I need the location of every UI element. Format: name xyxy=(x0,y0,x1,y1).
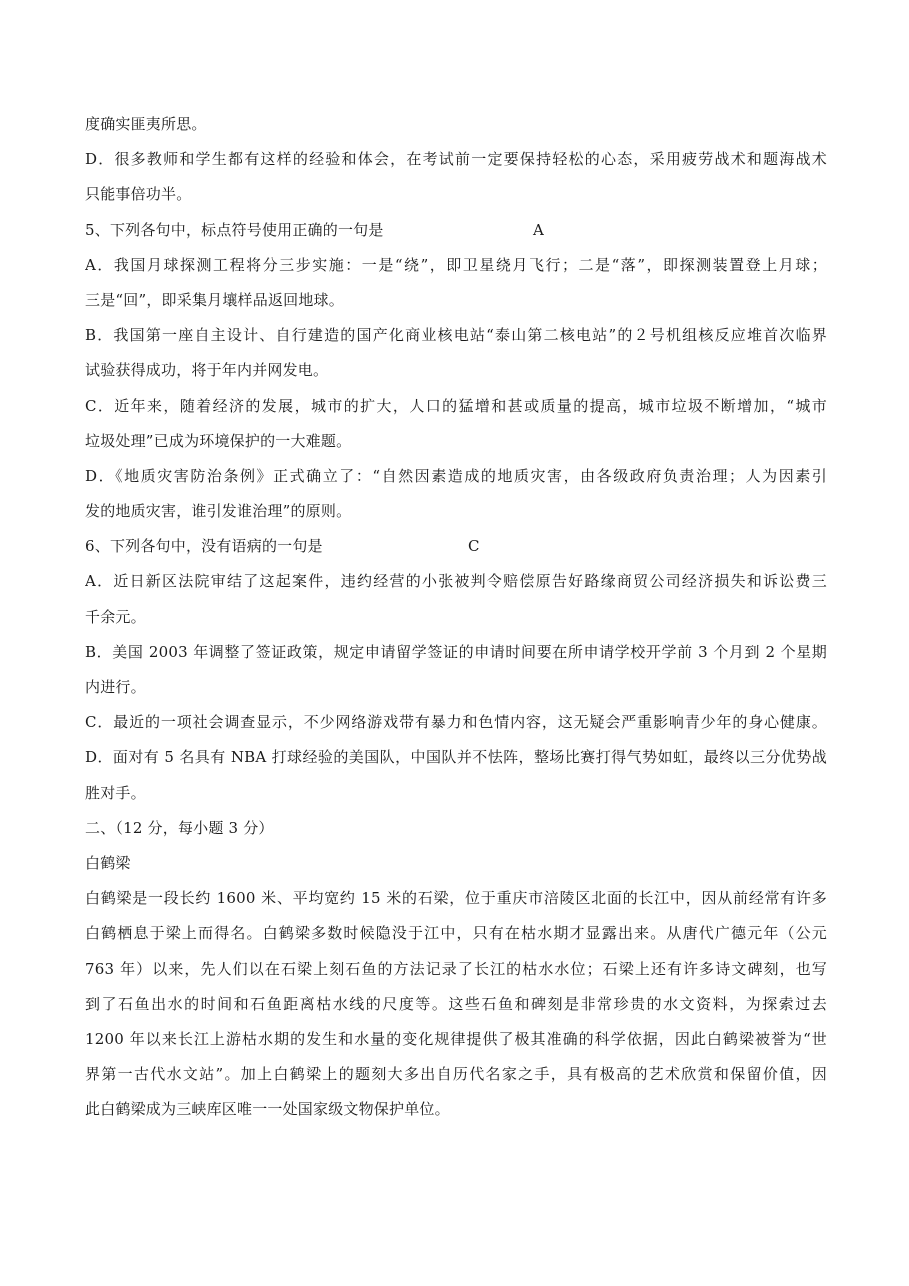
option-b-line: B．美国 2003 年调整了签证政策，规定申请留学签证的申请时间要在所申请学校开学前 3 个月到 2 个星期 xyxy=(85,642,827,661)
question-5-stem xyxy=(85,219,827,241)
option-a-line: A．近日新区法院审结了这起案件，违约经营的小张被判令赔偿原告好路缘商贸公司经济损失和诉讼费三 xyxy=(85,572,827,591)
question-6-answer: C xyxy=(468,537,480,556)
option-a-line: A．我国月球探测工程将分三步实施：一是“绕”，即卫星绕月飞行；二是“落”，即探测装置登上月球； xyxy=(85,255,827,274)
text-line: 胜对手。 xyxy=(85,783,146,802)
text-line: 试验获得成功，将于年内并网发电。 xyxy=(85,361,329,380)
passage-line: 1200 年以来长江上游枯水期的发生和水量的变化规律提供了极其准确的科学依据，因此白鹤梁被誉为“世 xyxy=(85,1029,827,1048)
question-6-text: 6、下列各句中，没有语病的一句是 xyxy=(85,537,323,556)
text-line: 只能事倍功半。 xyxy=(85,185,192,204)
section-heading: 二、（12 分，每小题 3 分） xyxy=(85,818,274,837)
option-c-line: C．近年来，随着经济的发展，城市的扩大，人口的猛增和甚或质量的提高，城市垃圾不断增加，“城市 xyxy=(85,396,827,415)
text-line: 度确实匪夷所思。 xyxy=(85,115,207,133)
passage-line: 此白鹤梁成为三峡库区唯一一处国家级文物保护单位。 xyxy=(85,1100,450,1119)
passage-line: 763 年）以来，先人们以在石梁上刻石鱼的方法记录了长江的枯水水位；石梁上还有许多诗文碑刻，也写 xyxy=(85,959,827,978)
option-b-line: B．我国第一座自主设计、自行建造的国产化商业核电站“泰山第二核电站”的２号机组核反应堆首次临界 xyxy=(85,326,827,345)
question-5-answer: A xyxy=(533,220,545,239)
text-line: 发的地质灾害，谁引发谁治理”的原则。 xyxy=(85,502,352,521)
passage-line: 白鹤栖息于梁上而得名。白鹤梁多数时候隐没于江中，只有在枯水期才显露出来。从唐代广德元年（公元 xyxy=(85,924,827,943)
option-d-line: D．面对有 5 名具有 NBA 打球经验的美国队，中国队并不怯阵，整场比赛打得气势如虹，最终以三分优势战 xyxy=(85,748,827,767)
text-line: 三是“回”，即采集月壤样品返回地球。 xyxy=(85,290,344,309)
passage-line: 界第一古代水文站”。加上白鹤梁上的题刻大多出自历代名家之手，具有极高的艺术欣赏和保留价值，因 xyxy=(85,1065,827,1084)
question-6-stem xyxy=(85,535,827,557)
passage-line: 到了石鱼出水的时间和石鱼距离枯水线的尺度等。这些石鱼和碑刻是非常珍贵的水文资料，为探索过去 xyxy=(85,994,827,1013)
text-line: 千余元。 xyxy=(85,607,146,626)
text-line: 垃圾处理”已成为环境保护的一大难题。 xyxy=(85,431,352,450)
passage-line: 白鹤梁是一段长约 1600 米、平均宽约 15 米的石梁，位于重庆市涪陵区北面的长江中，因从前经常有许多 xyxy=(85,889,827,908)
option-d-line: D．《地质灾害防治条例》正式确立了：“自然因素造成的地质灾害，由各级政府负责治理；人为因素引 xyxy=(85,466,827,485)
text-line: 内进行。 xyxy=(85,678,146,696)
document-page xyxy=(85,113,827,1133)
option-c-line: C．最近的一项社会调查显示，不少网络游戏带有暴力和色情内容，这无疑会严重影响青少年的身心健康。 xyxy=(85,713,827,732)
question-5-text: 5、下列各句中，标点符号使用正确的一句是 xyxy=(85,220,384,239)
option-d-line: D．很多教师和学生都有这样的经验和体会，在考试前一定要保持轻松的心态，采用疲劳战术和题海战术 xyxy=(85,150,827,169)
passage-title: 白鹤梁 xyxy=(85,853,131,872)
